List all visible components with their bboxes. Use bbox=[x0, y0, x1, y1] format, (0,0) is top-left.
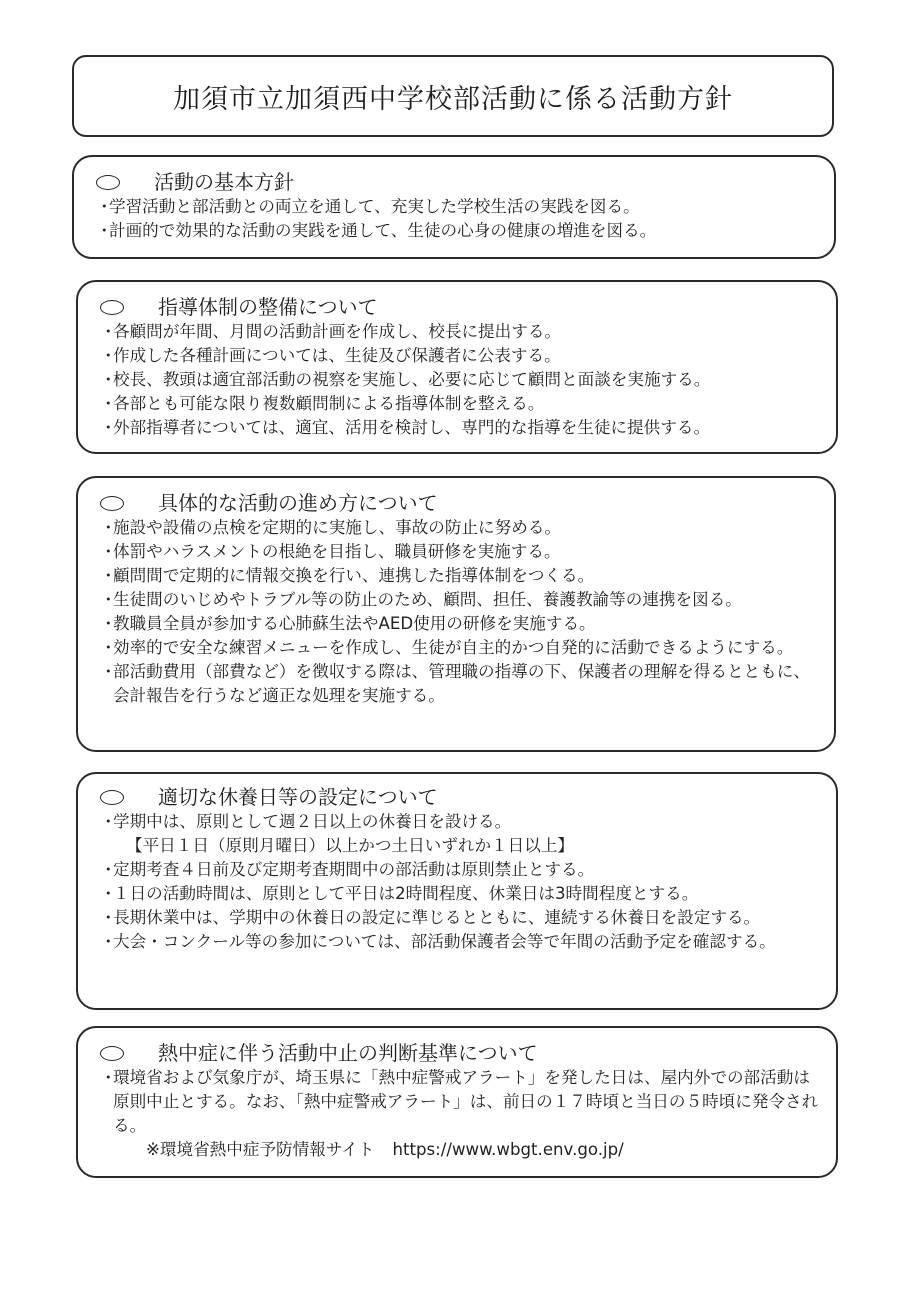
section-heading: 熱中症に伴う活動中止の判断基準について bbox=[100, 1040, 824, 1066]
list-item: ・体罰やハラスメントの根絶を目指し、職員研修を実施する。 bbox=[100, 542, 561, 561]
list-item: ・部活動費用（部費など）を徴収する際は、管理職の指導の下、保護者の理解を得るとともに、会計報告を行うなど適正な処理を実施する。 bbox=[100, 662, 810, 705]
list-item: ・定期考査４日前及び定期考査期間中の部活動は原則禁止とする。 bbox=[100, 860, 595, 879]
list-item: ・効率的で安全な練習メニューを作成し、生徒が自主的かつ自発的に活動できるようにする。 bbox=[100, 638, 794, 657]
reference-url[interactable]: https://www.wbgt.env.go.jp/ bbox=[392, 1140, 624, 1159]
list-item: ・生徒間のいじめやトラブル等の防止のため、顧問、担任、養護教諭等の連携を図る。 bbox=[100, 590, 742, 609]
list-item: ・校長、教頭は適宜部活動の視察を実施し、必要に応じて顧問と面談を実施する。 bbox=[100, 370, 711, 389]
list-item: ・各顧問が年間、月間の活動計画を作成し、校長に提出する。 bbox=[100, 322, 562, 341]
list-item: ・作成した各種計画については、生徒及び保護者に公表する。 bbox=[100, 346, 561, 365]
section-heading: 指導体制の整備について bbox=[100, 294, 824, 320]
list-item: ・各部とも可能な限り複数顧問制による指導体制を整える。 bbox=[100, 394, 545, 413]
title-box bbox=[72, 55, 834, 137]
section-guidance-system bbox=[76, 280, 838, 454]
reference-label: ※環境省熱中症予防情報サイト bbox=[146, 1140, 375, 1159]
list-item: ・学習活動と部活動との両立を通して、充実した学校生活の実践を図る。 bbox=[96, 197, 640, 216]
circle-bullet-icon bbox=[100, 300, 124, 315]
list-item: ・環境省および気象庁が、埼玉県に「熱中症警戒アラート」を発した日は、屋内外での部活動は原則中止とする。なお、「熱中症警戒アラート」は、前日の１７時頃と当日の５時頃に発令される。 bbox=[100, 1068, 819, 1135]
item-list bbox=[96, 195, 822, 243]
reference-note bbox=[100, 1138, 824, 1162]
circle-bullet-icon bbox=[96, 175, 120, 190]
list-item: ・長期休業中は、学期中の休養日の設定に準じるとともに、連続する休養日を設定する。 bbox=[100, 908, 761, 927]
item-list bbox=[100, 858, 824, 954]
list-item-subline: 【平日１日（原則月曜日）以上かつ土日いずれか１日以上】 bbox=[126, 836, 575, 855]
circle-bullet-icon bbox=[100, 790, 124, 805]
section-heatstroke bbox=[76, 1026, 838, 1178]
list-item: ・計画的で効果的な活動の実践を通して、生徒の心身の健康の増進を図る。 bbox=[96, 221, 657, 240]
section-heading: 活動の基本方針 bbox=[96, 169, 822, 195]
page-title: 加須市立加須西中学校部活動に係る活動方針 bbox=[173, 83, 733, 115]
list-item: ・学期中は、原則として週２日以上の休養日を設ける。 bbox=[100, 812, 512, 831]
item-list bbox=[100, 810, 824, 834]
list-item: ・教職員全員が参加する心肺蘇生法やAED使用の研修を実施する。 bbox=[100, 614, 596, 633]
circle-bullet-icon bbox=[100, 496, 124, 511]
section-heading: 適切な休養日等の設定について bbox=[100, 784, 824, 810]
list-item: ・大会・コンクール等の参加については、部活動保護者会等で年間の活動予定を確認する。 bbox=[100, 932, 776, 951]
list-item: ・１日の活動時間は、原則として平日は2時間程度、休業日は3時間程度とする。 bbox=[100, 884, 699, 903]
list-item: ・施設や設備の点検を定期的に実施し、事故の防止に努める。 bbox=[100, 518, 562, 537]
list-item: ・外部指導者については、適宜、活用を検討し、専門的な指導を生徒に提供する。 bbox=[100, 418, 711, 437]
list-item: ・顧問間で定期的に情報交換を行い、連携した指導体制をつくる。 bbox=[100, 566, 595, 585]
section-activity-methods bbox=[76, 476, 836, 752]
section-heading: 具体的な活動の進め方について bbox=[100, 490, 822, 516]
item-list bbox=[100, 516, 822, 708]
section-rest-days bbox=[76, 772, 838, 1010]
item-list bbox=[100, 1066, 824, 1138]
item-list bbox=[100, 320, 824, 440]
section-basic-policy bbox=[72, 155, 836, 259]
circle-bullet-icon bbox=[100, 1046, 124, 1061]
